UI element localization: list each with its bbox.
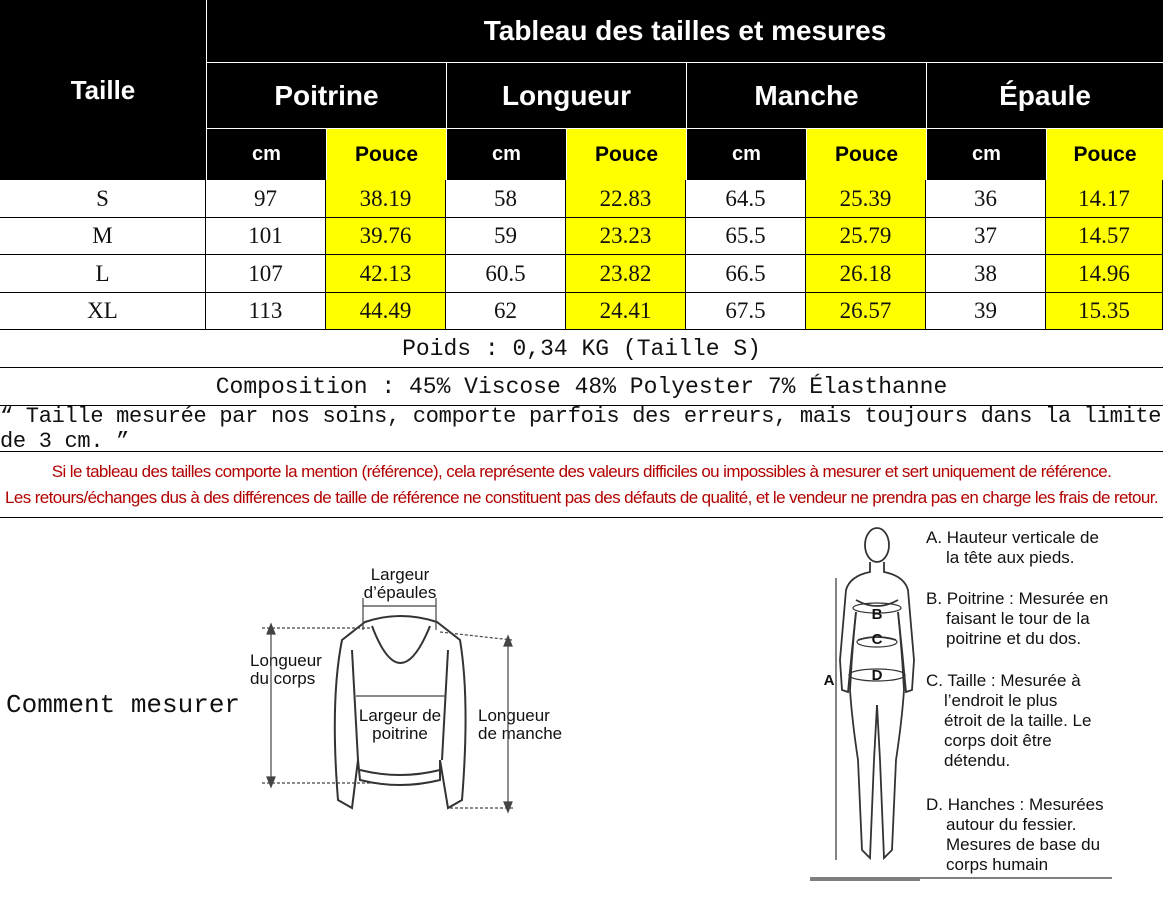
table-cell-cm: 58 xyxy=(446,180,566,218)
desc-chest: B. Poitrine : Mesurée en faisant le tour de la poitrine et du dos. xyxy=(926,589,1109,648)
table-cell-inch: 26.57 xyxy=(806,293,926,330)
unit-header-cm: cm xyxy=(686,128,806,180)
unit-header-cm: cm xyxy=(446,128,566,180)
weight-line: Poids : 0,34 KG (Taille S) xyxy=(0,330,1163,368)
table-cell-inch: 14.57 xyxy=(1046,218,1163,255)
table-cell-cm: 101 xyxy=(206,218,326,255)
notice-line-1: Si le tableau des tailles comporte la mention (référence), cela représente des valeurs difficiles ou impossibles à mesurer et sert uniquement de référence. xyxy=(51,461,1112,481)
label-sleeve-length: Longueur de manche xyxy=(478,706,563,743)
table-cell-cm: 36 xyxy=(926,180,1046,218)
unit-header-inch: Pouce xyxy=(806,128,926,180)
size-cell: L xyxy=(0,255,206,293)
desc-waist: C. Taille : Mesurée à l’endroit le plus étroit de la taille. Le corps doit être détendu. xyxy=(926,671,1092,770)
table-cell-inch: 22.83 xyxy=(566,180,686,218)
group-header-shoulder: Épaule xyxy=(926,62,1163,128)
table-cell-cm: 66.5 xyxy=(686,255,806,293)
desc-height: A. Hauteur verticale de la tête aux pieds. xyxy=(926,528,1099,567)
unit-header-cm: cm xyxy=(926,128,1046,180)
table-cell-cm: 97 xyxy=(206,180,326,218)
disclaimer-line: “ Taille mesurée par nos soins, comporte parfois des erreurs, mais toujours dans la limite de 3 cm. ” xyxy=(0,403,1162,454)
table-cell-cm: 38 xyxy=(926,255,1046,293)
table-cell-inch: 25.39 xyxy=(806,180,926,218)
table-cell-cm: 67.5 xyxy=(686,293,806,330)
desc-hips: D. Hanches : Mesurées autour du fessier. Mesures de base du corps humain xyxy=(926,795,1104,874)
unit-header-inch: Pouce xyxy=(326,128,446,180)
label-body-length: Longueur du corps xyxy=(250,651,322,688)
table-cell-cm: 64.5 xyxy=(686,180,806,218)
table-cell-inch: 24.41 xyxy=(566,293,686,330)
group-header-chest: Poitrine xyxy=(206,62,446,128)
table-cell-cm: 113 xyxy=(206,293,326,330)
notice-line-2: Les retours/échanges dus à des différences de taille de référence ne constituent pas des défauts de qualité, et le vendeur ne prendra pas en charge les frais de retour. xyxy=(5,487,1158,507)
table-cell-inch: 42.13 xyxy=(326,255,446,293)
table-cell-inch: 39.76 xyxy=(326,218,446,255)
garment-diagram xyxy=(250,590,530,820)
table-cell-cm: 37 xyxy=(926,218,1046,255)
table-cell-inch: 23.82 xyxy=(566,255,686,293)
table-cell-inch: 15.35 xyxy=(1046,293,1163,330)
table-cell-cm: 59 xyxy=(446,218,566,255)
body-figure xyxy=(810,520,920,885)
figure-letter-c: C xyxy=(871,631,883,648)
table-cell-inch: 26.18 xyxy=(806,255,926,293)
composition-line: Composition : 45% Viscose 48% Polyester 7% Élasthanne xyxy=(0,368,1163,406)
notice-block xyxy=(0,452,1163,518)
label-shoulder-width: Largeur d’épaules xyxy=(363,565,437,602)
table-cell-cm: 39 xyxy=(926,293,1046,330)
table-cell-inch: 44.49 xyxy=(326,293,446,330)
figure-letter-d: D xyxy=(871,667,883,684)
table-cell-cm: 62 xyxy=(446,293,566,330)
unit-header-inch: Pouce xyxy=(1046,128,1163,180)
table-cell-cm: 60.5 xyxy=(446,255,566,293)
figure-letter-b: B xyxy=(871,606,883,623)
size-header: Taille xyxy=(0,0,206,180)
table-title: Tableau des tailles et mesures xyxy=(206,0,1163,62)
how-to-title: Comment mesurer xyxy=(6,690,241,720)
group-header-sleeve: Manche xyxy=(686,62,926,128)
size-cell: M xyxy=(0,218,206,255)
unit-header-cm: cm xyxy=(206,128,326,180)
table-cell-inch: 14.17 xyxy=(1046,180,1163,218)
group-header-length: Longueur xyxy=(446,62,686,128)
unit-header-inch: Pouce xyxy=(566,128,686,180)
table-cell-cm: 107 xyxy=(206,255,326,293)
body-baseline xyxy=(810,876,1112,880)
figure-letter-a: A xyxy=(823,672,835,689)
table-cell-inch: 25.79 xyxy=(806,218,926,255)
size-cell: S xyxy=(0,180,206,218)
table-cell-inch: 38.19 xyxy=(326,180,446,218)
table-cell-inch: 14.96 xyxy=(1046,255,1163,293)
table-cell-inch: 23.23 xyxy=(566,218,686,255)
label-chest-width: Largeur de poitrine xyxy=(358,706,442,743)
size-cell: XL xyxy=(0,293,206,330)
table-cell-cm: 65.5 xyxy=(686,218,806,255)
